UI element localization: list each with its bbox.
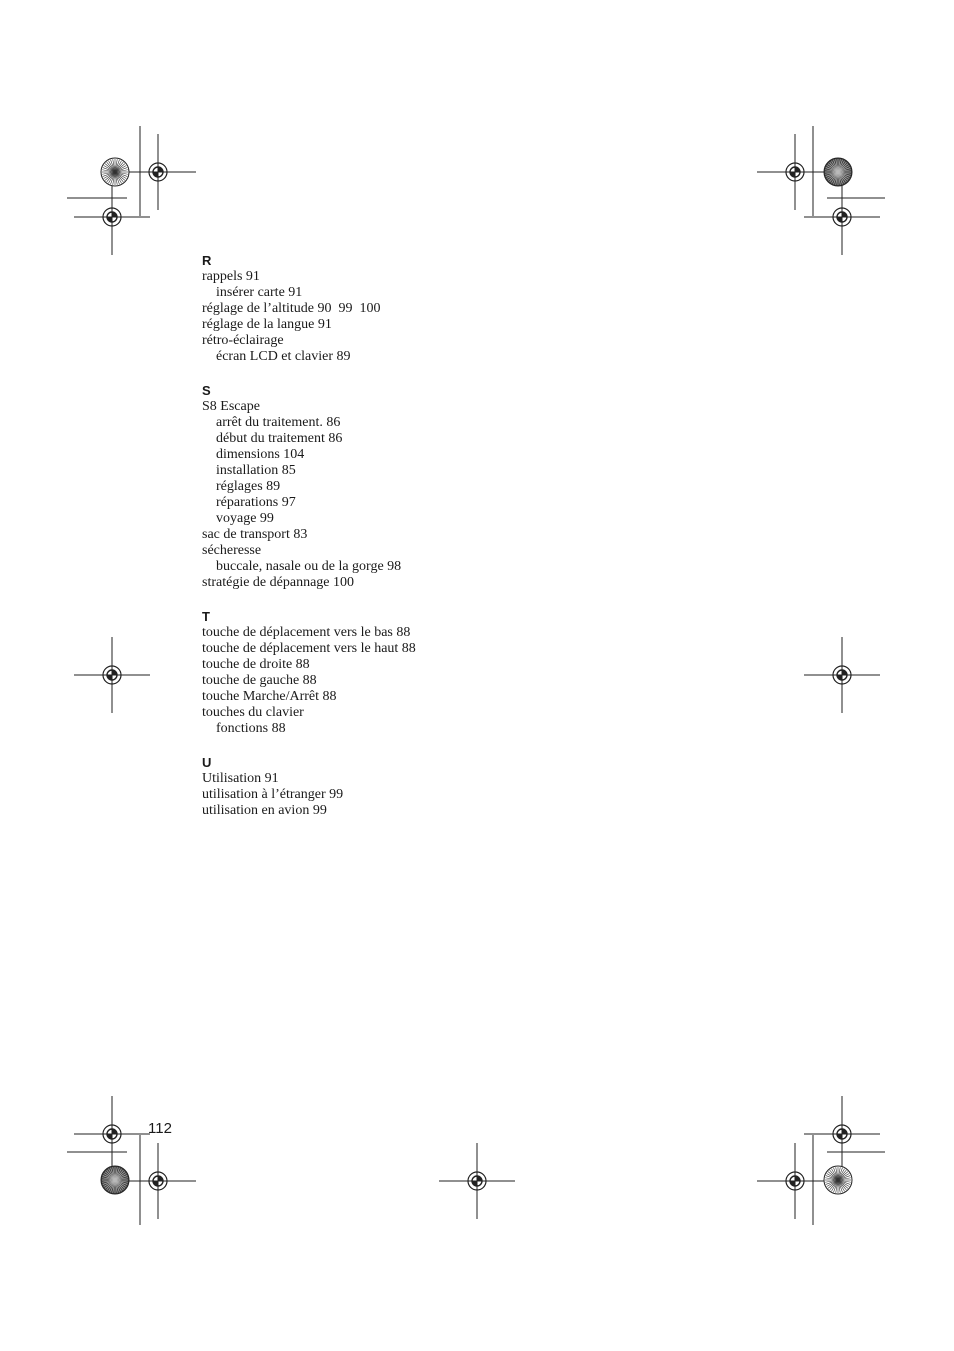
index-entry: stratégie de dépannage 100 (202, 575, 354, 590)
index-entry: S8 Escape (202, 399, 260, 414)
index-section-t (202, 609, 622, 737)
registration-target-icon (74, 637, 150, 713)
registration-target-icon (120, 1143, 196, 1219)
index-subentry: voyage 99 (216, 511, 274, 526)
index-subentry: réglages 89 (216, 479, 281, 494)
section-letter: R (202, 253, 212, 268)
index-entry: touche de gauche 88 (202, 673, 317, 688)
color-star-target-icon (824, 158, 852, 186)
section-letter: T (202, 609, 210, 624)
index-subentry: insérer carte 91 (216, 285, 303, 300)
registration-target-icon (74, 179, 150, 255)
index-entry: utilisation en avion 99 (202, 803, 327, 818)
index-subentry: début du traitement 86 (216, 431, 343, 446)
index-section-u (202, 755, 622, 819)
index-entry: touche Marche/Arrêt 88 (202, 689, 337, 704)
index-entry: rétro-éclairage (202, 333, 284, 348)
color-star-target-icon (101, 158, 129, 186)
color-star-target-icon (824, 1166, 852, 1194)
index-subentry: buccale, nasale ou de la gorge 98 (216, 559, 402, 574)
index-entry: utilisation à l’étranger 99 (202, 787, 344, 802)
index-subentry: dimensions 104 (216, 447, 305, 462)
index-entry: touches du clavier (202, 705, 304, 720)
index-entry: sac de transport 83 (202, 527, 308, 542)
color-star-target-icon (101, 1166, 129, 1194)
index-list (202, 253, 622, 837)
section-letter: S (202, 383, 211, 398)
index-entry: rappels 91 (202, 269, 260, 284)
registration-target-icon (74, 1096, 150, 1172)
index-entry: sécheresse (202, 543, 262, 558)
index-section-s (202, 383, 622, 591)
page-number: 112 (148, 1120, 172, 1137)
index-entry: réglage de la langue 91 (202, 317, 332, 332)
index-subentry: écran LCD et clavier 89 (216, 349, 351, 364)
registration-target-icon (804, 637, 880, 713)
index-entry: Utilisation 91 (202, 771, 279, 786)
registration-target-icon (757, 1143, 833, 1219)
index-subentry: arrêt du traitement. 86 (216, 415, 341, 430)
registration-target-icon (804, 1096, 880, 1172)
registration-target-icon (804, 179, 880, 255)
registration-target-icon (757, 134, 833, 210)
index-entry: réglage de l’altitude 90 99 100 (202, 301, 381, 316)
index-entry: touche de déplacement vers le bas 88 (202, 625, 411, 640)
index-section-r (202, 253, 622, 365)
index-subentry: installation 85 (216, 463, 296, 478)
registration-target-icon (439, 1143, 515, 1219)
index-subentry: réparations 97 (216, 495, 296, 510)
index-entry: touche de déplacement vers le haut 88 (202, 641, 416, 656)
registration-target-icon (120, 134, 196, 210)
section-letter: U (202, 755, 212, 770)
index-subentry: fonctions 88 (216, 721, 286, 736)
index-entry: touche de droite 88 (202, 657, 310, 672)
